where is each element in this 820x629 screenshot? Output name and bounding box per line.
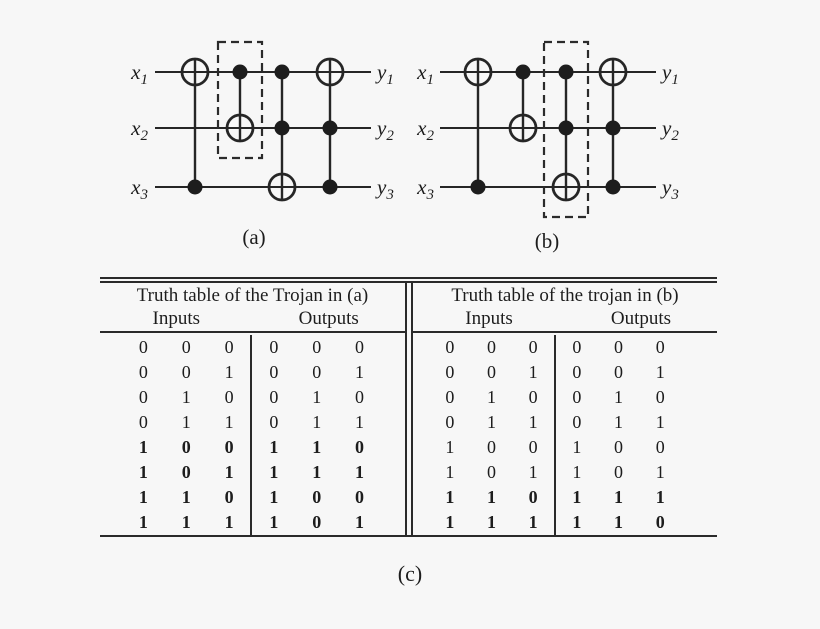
control-dot bbox=[233, 65, 248, 80]
output-bit: 0 bbox=[269, 362, 279, 382]
input-bit: 0 bbox=[181, 437, 191, 457]
caption-c: (c) bbox=[397, 561, 423, 586]
circuit-diagrams bbox=[0, 0, 820, 270]
input-bit: 1 bbox=[208, 410, 253, 435]
output-bit: 0 bbox=[655, 337, 665, 357]
input-bit: 0 bbox=[487, 437, 496, 457]
truth-table-b bbox=[413, 283, 717, 535]
input-bit: 0 bbox=[487, 462, 496, 482]
truth-table-row bbox=[122, 385, 381, 410]
input-bit: 0 bbox=[208, 335, 253, 360]
truth-table-row bbox=[429, 460, 681, 485]
output-bit: 1 bbox=[355, 462, 365, 482]
input-bit: 1 bbox=[208, 360, 253, 385]
inputs-header: Inputs bbox=[465, 308, 513, 329]
input-bit: 1 bbox=[512, 460, 556, 485]
output-bit: 1 bbox=[614, 512, 624, 532]
truth-table-row bbox=[429, 485, 681, 510]
input-bit: 1 bbox=[138, 437, 148, 457]
truth-table-row bbox=[429, 435, 681, 460]
input-bit: 1 bbox=[487, 487, 496, 507]
output-bit: 0 bbox=[269, 337, 279, 357]
output-bit: 1 bbox=[614, 387, 624, 407]
input-bit: 0 bbox=[512, 435, 556, 460]
input-bit: 0 bbox=[445, 337, 455, 357]
circuit-caption: (a) bbox=[242, 225, 266, 249]
input-bit: 0 bbox=[445, 387, 455, 407]
input-bit: 1 bbox=[181, 387, 191, 407]
control-dot bbox=[323, 180, 338, 195]
output-bit: 0 bbox=[614, 437, 624, 457]
output-label: $y_3$ bbox=[377, 175, 394, 203]
truth-table-row bbox=[122, 460, 381, 485]
output-bit: 0 bbox=[614, 337, 624, 357]
circuit-b bbox=[416, 42, 679, 253]
input-bit: 1 bbox=[512, 360, 556, 385]
output-label: $y_3$ bbox=[662, 175, 679, 203]
control-dot bbox=[559, 121, 574, 136]
output-label: $y_2$ bbox=[377, 116, 394, 144]
input-bit: 0 bbox=[208, 385, 253, 410]
output-bit: 0 bbox=[655, 512, 665, 532]
input-bit: 1 bbox=[445, 487, 455, 507]
outputs-header: Outputs bbox=[298, 308, 359, 329]
control-dot bbox=[323, 121, 338, 136]
output-bit: 1 bbox=[355, 412, 365, 432]
truth-table-row bbox=[429, 360, 681, 385]
output-bit: 0 bbox=[572, 362, 582, 382]
output-bit: 1 bbox=[269, 487, 279, 507]
output-bit: 1 bbox=[572, 462, 582, 482]
output-bit: 1 bbox=[312, 412, 322, 432]
control-dot bbox=[606, 121, 621, 136]
table-a-title: Truth table of the Trojan in (a) bbox=[136, 285, 369, 306]
input-label: $x_2$ bbox=[417, 116, 434, 144]
input-bit: 1 bbox=[181, 512, 191, 532]
output-bit: 1 bbox=[572, 487, 582, 507]
input-label: $x_3$ bbox=[417, 175, 434, 203]
control-dot bbox=[471, 180, 486, 195]
output-bit: 1 bbox=[269, 512, 279, 532]
input-bit: 1 bbox=[487, 387, 496, 407]
output-label: $y_1$ bbox=[662, 60, 679, 88]
table-a-subheader bbox=[100, 307, 405, 333]
output-bit: 1 bbox=[312, 437, 322, 457]
input-bit: 0 bbox=[512, 485, 556, 510]
output-bit: 0 bbox=[312, 487, 322, 507]
input-label: $x_1$ bbox=[417, 60, 434, 88]
output-bit: 1 bbox=[312, 462, 322, 482]
input-bit: 0 bbox=[208, 485, 253, 510]
input-label: $x_1$ bbox=[131, 60, 148, 88]
truth-table-row bbox=[122, 435, 381, 460]
input-bit: 0 bbox=[512, 335, 556, 360]
output-bit: 1 bbox=[614, 487, 624, 507]
input-bit: 0 bbox=[138, 412, 148, 432]
output-bit: 0 bbox=[614, 362, 624, 382]
input-label: $x_3$ bbox=[131, 175, 148, 203]
input-bit: 0 bbox=[487, 337, 496, 357]
circuit-a bbox=[130, 42, 394, 249]
output-bit: 1 bbox=[572, 512, 582, 532]
control-dot bbox=[606, 180, 621, 195]
input-bit: 1 bbox=[445, 512, 455, 532]
input-bit: 1 bbox=[181, 412, 191, 432]
input-bit: 0 bbox=[181, 337, 191, 357]
input-bit: 1 bbox=[138, 512, 148, 532]
input-bit: 0 bbox=[138, 362, 148, 382]
output-bit: 1 bbox=[655, 487, 665, 507]
truth-table-a bbox=[100, 283, 405, 535]
truth-table-row bbox=[122, 510, 381, 535]
output-bit: 0 bbox=[355, 387, 365, 407]
input-bit: 0 bbox=[181, 462, 191, 482]
input-bit: 0 bbox=[512, 385, 556, 410]
output-bit: 1 bbox=[655, 362, 665, 382]
table-divider bbox=[405, 283, 413, 535]
inputs-header: Inputs bbox=[152, 308, 200, 329]
input-bit: 1 bbox=[181, 487, 191, 507]
table-a-body bbox=[100, 333, 405, 535]
output-bit: 0 bbox=[355, 337, 365, 357]
control-dot bbox=[275, 65, 290, 80]
control-dot bbox=[188, 180, 203, 195]
input-bit: 1 bbox=[445, 437, 455, 457]
control-dot bbox=[559, 65, 574, 80]
outputs-header: Outputs bbox=[610, 308, 672, 329]
input-bit: 0 bbox=[487, 362, 496, 382]
input-bit: 0 bbox=[445, 362, 455, 382]
output-bit: 1 bbox=[355, 512, 365, 532]
input-bit: 1 bbox=[487, 412, 496, 432]
input-label: $x_2$ bbox=[131, 116, 148, 144]
output-bit: 0 bbox=[655, 387, 665, 407]
output-bit: 1 bbox=[355, 362, 365, 382]
input-bit: 1 bbox=[138, 462, 148, 482]
truth-table-row bbox=[429, 510, 681, 535]
truth-table-row bbox=[122, 360, 381, 385]
output-bit: 1 bbox=[655, 412, 665, 432]
table-b-title: Truth table of the trojan in (b) bbox=[451, 285, 679, 306]
input-bit: 1 bbox=[487, 512, 496, 532]
control-dot bbox=[516, 65, 531, 80]
output-bit: 0 bbox=[572, 337, 582, 357]
output-bit: 0 bbox=[572, 412, 582, 432]
output-bit: 0 bbox=[312, 512, 322, 532]
input-bit: 1 bbox=[512, 410, 556, 435]
truth-table-row bbox=[122, 335, 381, 360]
output-bit: 0 bbox=[269, 412, 279, 432]
input-bit: 1 bbox=[512, 510, 556, 535]
input-bit: 0 bbox=[208, 435, 253, 460]
output-label: $y_1$ bbox=[377, 60, 394, 88]
output-bit: 0 bbox=[614, 462, 624, 482]
input-bit: 1 bbox=[445, 462, 455, 482]
output-bit: 0 bbox=[312, 337, 322, 357]
input-bit: 1 bbox=[138, 487, 148, 507]
input-bit: 0 bbox=[138, 337, 148, 357]
truth-table-row bbox=[429, 410, 681, 435]
output-bit: 0 bbox=[269, 387, 279, 407]
input-bit: 1 bbox=[208, 460, 253, 485]
truth-table-row bbox=[429, 385, 681, 410]
output-bit: 0 bbox=[355, 487, 365, 507]
truth-tables bbox=[100, 277, 717, 537]
truth-table-row bbox=[429, 335, 681, 360]
circuit-caption: (b) bbox=[534, 229, 560, 253]
output-bit: 1 bbox=[269, 462, 279, 482]
output-bit: 1 bbox=[614, 412, 624, 432]
table-b-body bbox=[413, 333, 717, 535]
output-label: $y_2$ bbox=[662, 116, 679, 144]
output-bit: 1 bbox=[572, 437, 582, 457]
output-bit: 0 bbox=[655, 437, 665, 457]
control-dot bbox=[275, 121, 290, 136]
output-bit: 0 bbox=[572, 387, 582, 407]
output-bit: 1 bbox=[312, 387, 322, 407]
output-bit: 1 bbox=[269, 437, 279, 457]
output-bit: 1 bbox=[655, 462, 665, 482]
truth-table-row bbox=[122, 485, 381, 510]
truth-table-row bbox=[122, 410, 381, 435]
input-bit: 0 bbox=[181, 362, 191, 382]
table-b-subheader bbox=[413, 307, 717, 333]
output-bit: 0 bbox=[355, 437, 365, 457]
input-bit: 1 bbox=[208, 510, 253, 535]
input-bit: 0 bbox=[138, 387, 148, 407]
output-bit: 0 bbox=[312, 362, 322, 382]
input-bit: 0 bbox=[445, 412, 455, 432]
